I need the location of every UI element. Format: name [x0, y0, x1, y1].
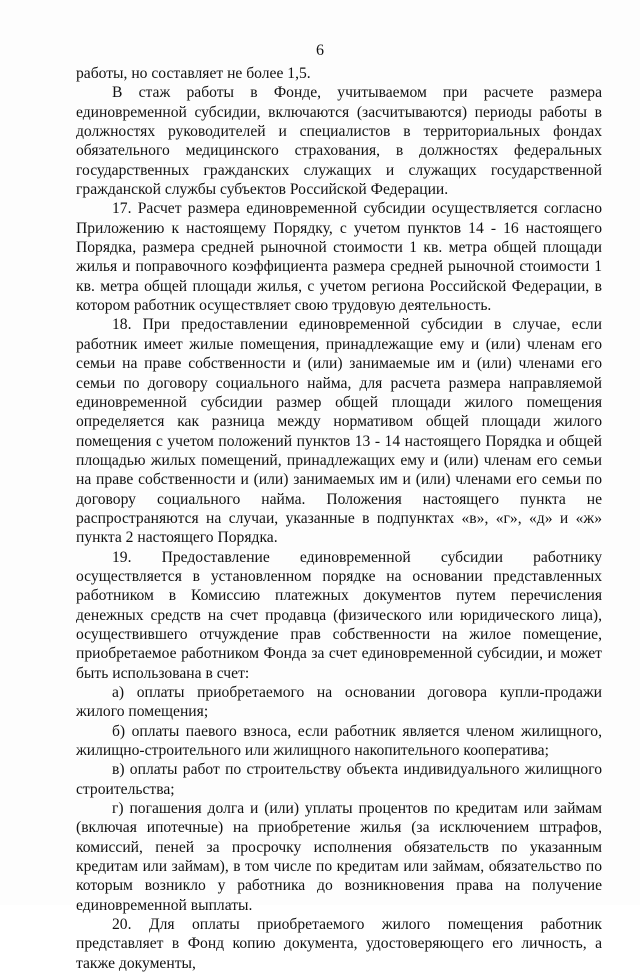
- paragraph-item-20: 20. Для оплаты приобретаемого жилого помещения работник представляет в Фонд копию документа, удостоверяющего его личность, а также документы,: [76, 916, 602, 972]
- page-number: 6: [316, 42, 324, 59]
- subparagraph-b: б) оплаты паевого взноса, если работник является членом жилищного, жилищно-строительного или жилищного накопительного кооператива;: [76, 722, 602, 760]
- paragraph-seniority: В стаж работы в Фонде, учитываемом при расчете размера единовременной субсидии, включаются (засчитываются) периоды работы в должностях руководителей и специалистов в территориальных фондах обязательного медицинского страхования, в должностях федеральных государственных гражданских служащих и служащих государственной гражданской службы субъектов Российской Федерации.: [76, 84, 602, 199]
- paragraph-continuation: работы, но составляет не более 1,5.: [76, 65, 311, 82]
- paragraph-item-17: 17. Расчет размера единовременной субсидии осуществляется согласно Приложению к настоящему Порядку, с учетом пунктов 14 - 16 настоящего Порядка, размера средней рыночной стоимости 1 кв. метра общей площади жилья и поправочного коэффициента размера средней рыночной стоимости 1 кв. метра общей площади жилья, с учетом региона Российской Федерации, в котором работник осуществляет свою трудовую деятельность.: [76, 200, 602, 315]
- subparagraph-v: в) оплаты работ по строительству объекта индивидуального жилищного строительства;: [76, 761, 602, 798]
- subparagraph-a: а) оплаты приобретаемого на основании договора купли-продажи жилого помещения;: [76, 684, 602, 721]
- document-body: [76, 64, 602, 973]
- subparagraph-g: г) погашения долга и (или) уплаты процентов по кредитам или займам (включая ипотечные) на приобретение жилья (за исключением штрафов, комиссий, пеней за просрочку исполнения обязательств по указанным кредитам или займам), в том числе по кредитам или займам, обязательство по которым возникло у работника до возникновения права на получение единовременной выплаты.: [76, 800, 602, 914]
- paragraph-item-18: 18. При предоставлении единовременной субсидии в случае, если работник имеет жилые помещения, принадлежащие ему и (или) членам его семьи на праве собственности и (или) занимаемые им и (или) членами его семьи по договору социального найма, для расчета размера направляемой единовременной субсидии размер общей площади жилого помещения определяется как разница между нормативом общей площади жилого помещения с учетом положений пунктов 13 - 14 настоящего Порядка и общей площадью жилых помещений, принадлежащих ему и (или) членам его семьи на праве собственности и (или) занимаемых им и (или) членами его семьи по договору социального найма. Положения настоящего пункта не распространяются на случаи, указанные в подпунктах «в», «г», «д» и «ж» пункта 2 настоящего Порядка.: [76, 316, 602, 547]
- paragraph-item-19: 19. Предоставление единовременной субсидии работнику осуществляется в установленном порядке на основании представленных работником в Комиссию платежных документов путем перечисления денежных средств на счет продавца (физического или юридического лица), осуществившего отчуждение прав собственности на жилое помещение, приобретаемое работником Фонда за счет единовременной субсидии, и может быть использована в счет:: [76, 548, 602, 682]
